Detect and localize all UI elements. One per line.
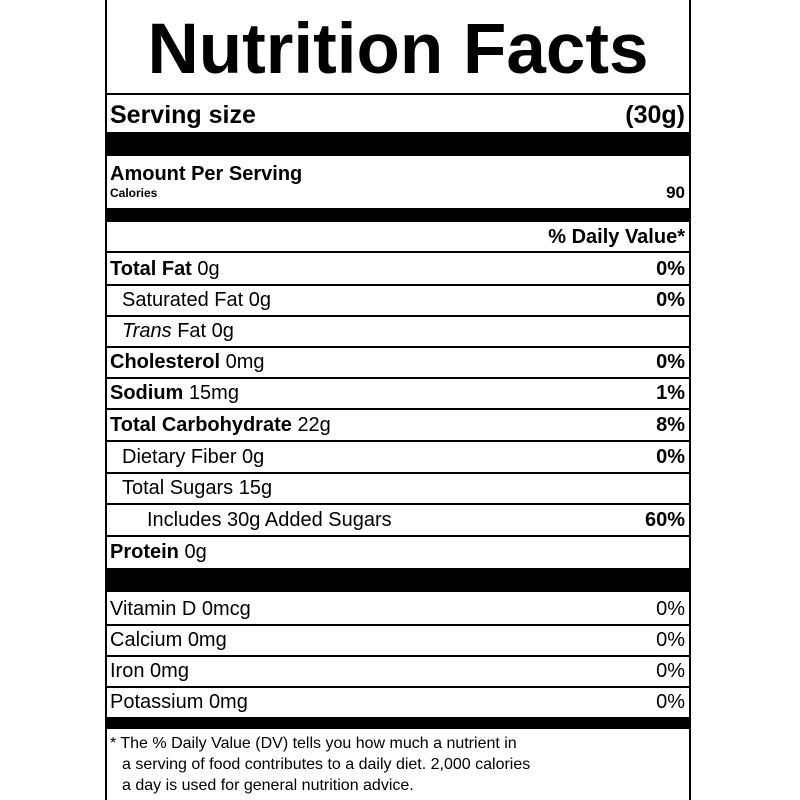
dv-value: 1%	[656, 381, 685, 404]
nutrient-row-total-sugars: Total Sugars 15g	[122, 476, 273, 499]
calories-row	[110, 182, 685, 204]
serving-size-label: Serving size	[110, 100, 256, 129]
thick-divider	[107, 208, 689, 222]
dv-value: 0%	[656, 597, 685, 620]
nutrient-row-protein: Protein 0g	[110, 540, 207, 563]
daily-value-header: % Daily Value*	[548, 225, 685, 248]
nutrient-row-trans-fat: Trans Fat 0g	[122, 319, 234, 342]
dv-value: 0%	[656, 288, 685, 311]
serving-size-value: (30g)	[625, 100, 685, 129]
divider	[107, 251, 689, 253]
thick-divider	[107, 568, 689, 592]
nutrient-row-saturated-fat: Saturated Fat 0g 0%	[122, 288, 685, 311]
nutrient-row-cholesterol: Cholesterol 0mg 0%	[110, 350, 685, 373]
vitamin-row-potassium: Potassium 0mg 0%	[110, 690, 685, 713]
nutrient-row-total-carbohydrate: Total Carbohydrate 22g 8%	[110, 413, 685, 436]
divider	[107, 93, 689, 95]
dv-value: 0%	[656, 628, 685, 651]
calories-label: Calories	[110, 186, 158, 200]
nutrition-label	[105, 0, 691, 800]
daily-value-header-row	[110, 224, 685, 250]
vitamin-row-vitamin-d: Vitamin D 0mcg 0%	[110, 597, 685, 620]
nutrient-row-total-fat: Total Fat 0g 0%	[110, 257, 685, 280]
dv-value: 8%	[656, 413, 685, 436]
serving-size-row	[110, 100, 685, 130]
dv-value: 0%	[656, 350, 685, 373]
dv-value: 0%	[656, 257, 685, 280]
thick-divider	[107, 132, 689, 156]
footnote-line: a day is used for general nutrition advice.	[122, 777, 414, 794]
dv-value: 0%	[656, 690, 685, 713]
calories-value: 90	[666, 183, 685, 202]
dv-value: 60%	[644, 508, 685, 531]
footnote-line: * The % Daily Value (DV) tells you how much a nutrient in	[110, 735, 517, 752]
vitamin-row-calcium: Calcium 0mg 0%	[110, 628, 685, 651]
added-sugars-label: Includes 30g Added Sugars	[147, 508, 392, 531]
thick-divider	[107, 717, 689, 729]
amount-per-serving: Amount Per Serving	[110, 162, 303, 185]
dv-value: 0%	[656, 659, 685, 682]
dv-value: 0%	[656, 445, 685, 468]
nutrient-row-added-sugars	[147, 505, 685, 535]
footnote-line: a serving of food contributes to a daily diet. 2,000 calories	[122, 756, 531, 773]
label-title: Nutrition Facts	[147, 10, 649, 89]
nutrient-row-sodium: Sodium 15mg 1%	[110, 381, 685, 404]
vitamin-row-iron: Iron 0mg 0%	[110, 659, 685, 682]
footnote	[110, 733, 530, 796]
nutrient-row-dietary-fiber: Dietary Fiber 0g 0%	[122, 445, 685, 468]
